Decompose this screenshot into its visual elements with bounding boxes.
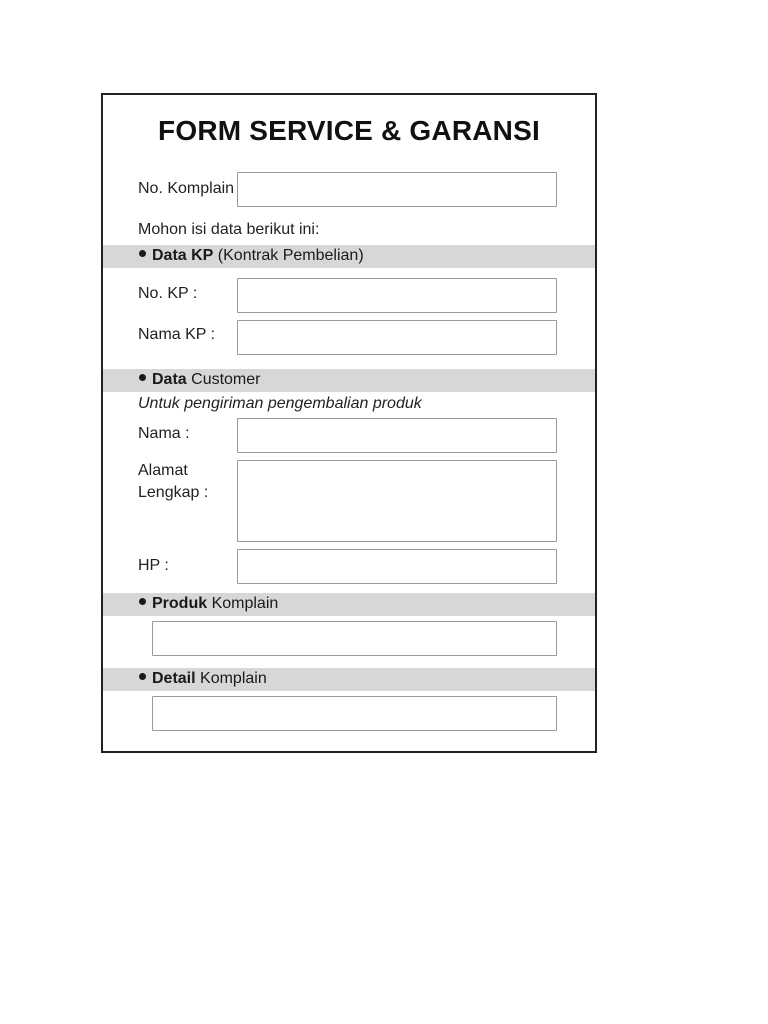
- bullet-icon: [139, 598, 146, 605]
- service-warranty-form: [101, 93, 597, 753]
- customer-address-field[interactable]: [237, 460, 557, 542]
- kp-number-field[interactable]: [237, 278, 557, 313]
- customer-phone-field[interactable]: [237, 549, 557, 584]
- kp-name-field[interactable]: [237, 320, 557, 355]
- kp-name-label: Nama KP :: [138, 326, 216, 343]
- customer-name-label: Nama :: [138, 425, 190, 442]
- instruction-text: Mohon isi data berikut ini:: [138, 221, 320, 238]
- customer-name-field[interactable]: [237, 418, 557, 453]
- section-customer-header: [103, 369, 595, 392]
- section-kp-header: [103, 245, 595, 268]
- detail-complaint-field[interactable]: [152, 696, 557, 731]
- section-customer-title: Data Customer: [139, 371, 260, 389]
- customer-address-label-line2: Lengkap :: [138, 484, 209, 501]
- section-detail-header: [103, 668, 595, 691]
- product-complaint-field[interactable]: [152, 621, 557, 656]
- customer-address-label-line1: Alamat: [138, 462, 188, 479]
- complaint-number-label: No. Komplain: [138, 180, 235, 197]
- complaint-number-field[interactable]: [237, 172, 557, 207]
- section-product-title: Produk Komplain: [139, 595, 278, 613]
- bullet-icon: [139, 673, 146, 680]
- section-detail-title: Detail Komplain: [139, 670, 267, 688]
- bullet-icon: [139, 250, 146, 257]
- kp-number-label: No. KP :: [138, 285, 198, 302]
- customer-note: Untuk pengiriman pengembalian produk: [138, 395, 422, 412]
- form-title: FORM SERVICE & GARANSI: [158, 115, 540, 146]
- section-product-header: [103, 593, 595, 616]
- customer-phone-label: HP :: [138, 557, 169, 574]
- bullet-icon: [139, 374, 146, 381]
- section-kp-title: Data KP (Kontrak Pembelian): [139, 247, 364, 265]
